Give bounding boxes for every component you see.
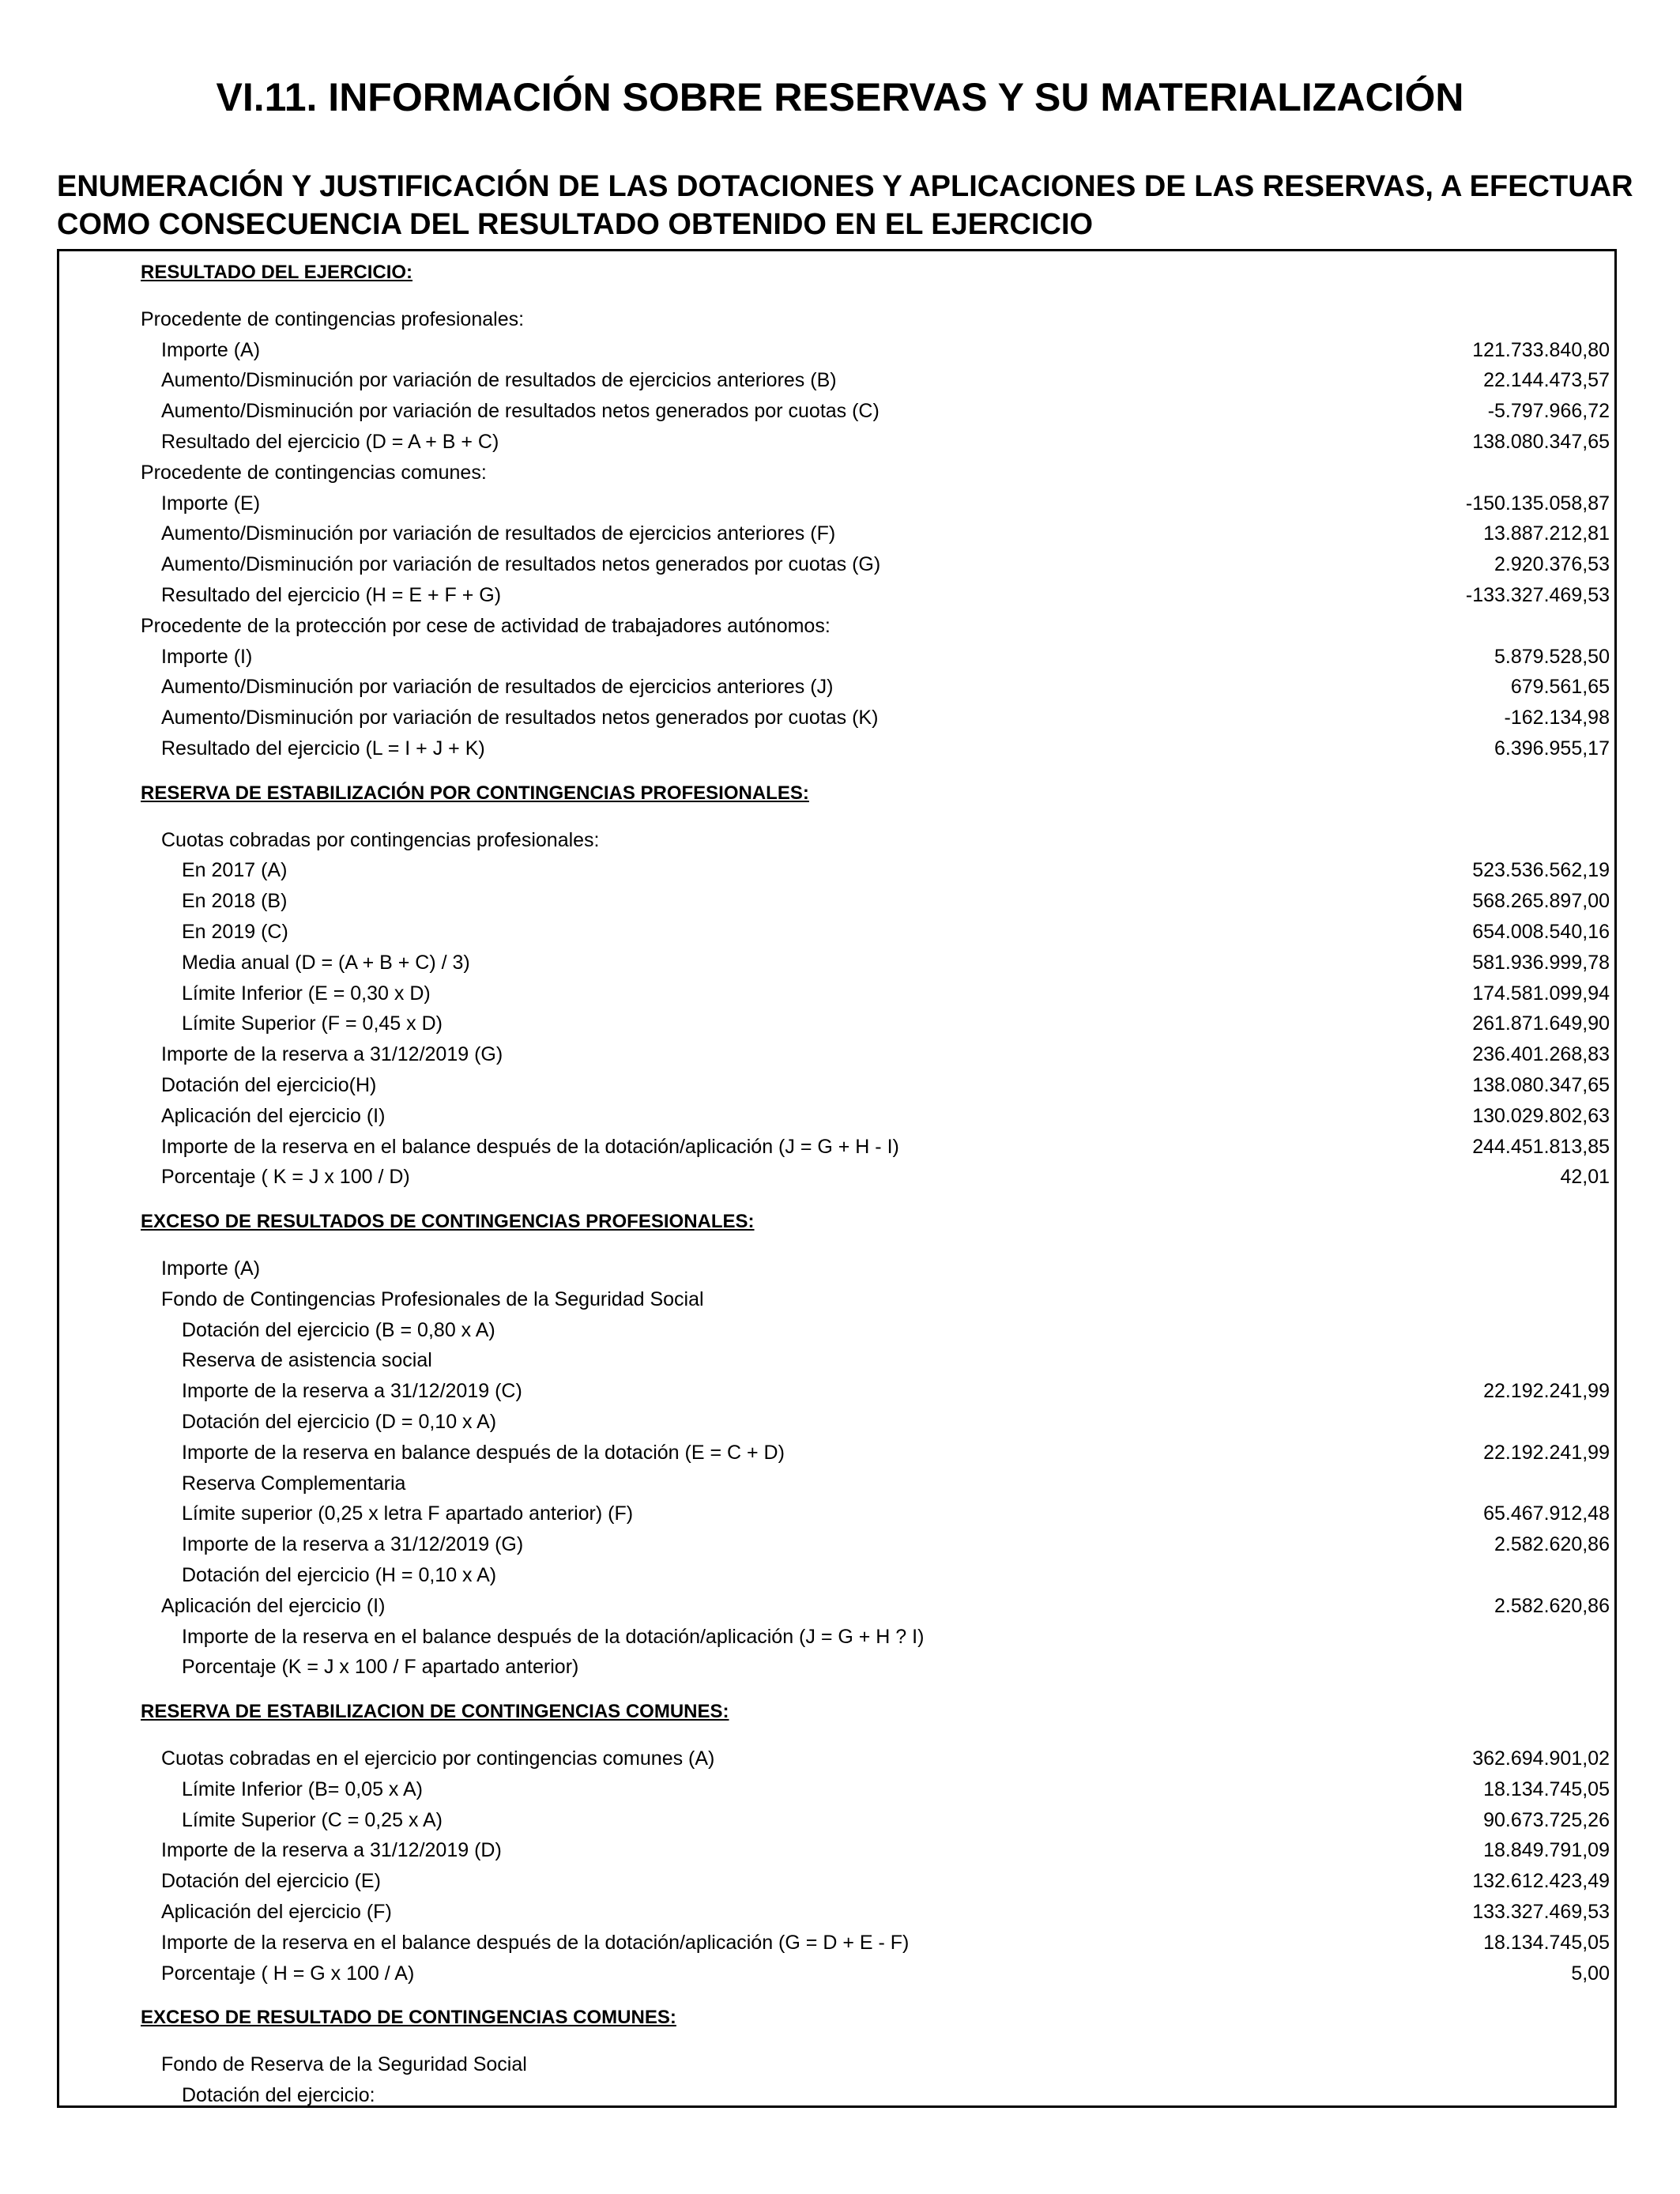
table-row xyxy=(59,855,1614,885)
row-label: Importe de la reserva en el balance después de la dotación/aplicación (J = G + H - I) xyxy=(161,1135,899,1158)
row-label: Aplicación del ejercicio (I) xyxy=(161,1594,386,1617)
row-label: Resultado del ejercicio (H = E + F + G) xyxy=(161,584,502,606)
row-label: Límite Inferior (B= 0,05 x A) xyxy=(182,1777,423,1800)
row-value: 5,00 xyxy=(1571,1962,1610,1985)
row-value: 22.192.241,99 xyxy=(1483,1380,1610,1403)
row-label: Importe (A) xyxy=(161,1257,261,1280)
row-value: 22.192.241,99 xyxy=(1483,1441,1610,1464)
table-row xyxy=(59,2080,1614,2110)
row-label: Importe de la reserva a 31/12/2019 (G) xyxy=(161,1043,503,1066)
table-row xyxy=(59,1039,1614,1069)
row-value: 174.581.099,94 xyxy=(1472,982,1610,1005)
row-value: 2.582.620,86 xyxy=(1494,1533,1610,1556)
table-row xyxy=(59,1652,1614,1682)
row-value: -133.327.469,53 xyxy=(1465,584,1610,606)
table-row xyxy=(59,733,1614,763)
row-value: 65.467.912,48 xyxy=(1483,1502,1610,1525)
table-row xyxy=(59,549,1614,579)
row-label: Importe (A) xyxy=(161,338,261,361)
row-value: 13.887.212,81 xyxy=(1483,522,1610,545)
row-label: Dotación del ejercicio (B = 0,80 x A) xyxy=(182,1318,495,1341)
row-value: 6.396.955,17 xyxy=(1494,737,1610,760)
row-label: Dotación del ejercicio (E) xyxy=(161,1870,381,1893)
row-label: Porcentaje ( H = G x 100 / A) xyxy=(161,1962,415,1985)
table-row xyxy=(59,1376,1614,1406)
table-row xyxy=(59,1008,1614,1039)
row-label: En 2019 (C) xyxy=(182,921,288,943)
row-value: 133.327.469,53 xyxy=(1472,1901,1610,1923)
table-row xyxy=(59,1560,1614,1590)
row-label: Porcentaje ( K = J x 100 / D) xyxy=(161,1166,410,1189)
table-row xyxy=(59,825,1614,855)
row-label: Importe de la reserva a 31/12/2019 (G) xyxy=(182,1533,524,1556)
row-label: Reserva de asistencia social xyxy=(182,1349,432,1372)
table-row xyxy=(59,1253,1614,1284)
row-value: 138.080.347,65 xyxy=(1472,1074,1610,1096)
row-label: RESERVA DE ESTABILIZACIÓN POR CONTINGENCIAS PROFESIONALES: xyxy=(141,782,809,804)
row-label: Importe de la reserva a 31/12/2019 (D) xyxy=(161,1839,502,1862)
row-label: Cuotas cobradas en el ejercicio por contingencias comunes (A) xyxy=(161,1747,715,1770)
section-heading xyxy=(59,1207,1614,1237)
row-label: Aumento/Disminución por variación de resultados de ejercicios anteriores (J) xyxy=(161,676,834,699)
row-label: Reserva Complementaria xyxy=(182,1472,406,1495)
table-row xyxy=(59,978,1614,1008)
table-row xyxy=(59,1162,1614,1192)
table-row xyxy=(59,580,1614,610)
table-row xyxy=(59,1407,1614,1437)
table-row xyxy=(59,917,1614,947)
row-value: 18.134.745,05 xyxy=(1483,1931,1610,1954)
table-row xyxy=(59,642,1614,672)
row-value: -162.134,98 xyxy=(1504,707,1610,729)
table-row xyxy=(59,335,1614,365)
row-value: 261.871.649,90 xyxy=(1472,1012,1610,1035)
table-row xyxy=(59,1529,1614,1559)
table-row xyxy=(59,427,1614,457)
row-value: 2.582.620,86 xyxy=(1494,1594,1610,1617)
table-row xyxy=(59,1345,1614,1375)
table-row xyxy=(59,488,1614,518)
table-row xyxy=(59,1498,1614,1529)
row-value: 362.694.901,02 xyxy=(1472,1747,1610,1770)
section-heading xyxy=(59,778,1614,809)
row-label: En 2017 (A) xyxy=(182,859,288,882)
table-row xyxy=(59,1101,1614,1131)
row-label: Procedente de contingencias comunes: xyxy=(141,461,487,484)
row-label: Importe de la reserva en el balance después de la dotación/aplicación (G = D + E - F) xyxy=(161,1931,910,1954)
row-label: Límite Superior (C = 0,25 x A) xyxy=(182,1808,443,1831)
table-row xyxy=(59,1866,1614,1896)
row-value: 138.080.347,65 xyxy=(1472,431,1610,453)
row-label: EXCESO DE RESULTADOS DE CONTINGENCIAS PROFESIONALES: xyxy=(141,1211,755,1233)
row-value: 18.849.791,09 xyxy=(1483,1839,1610,1862)
row-label: EXCESO DE RESULTADO DE CONTINGENCIAS COMUNES: xyxy=(141,2007,676,2029)
row-label: Media anual (D = (A + B + C) / 3) xyxy=(182,951,470,974)
row-value: -150.135.058,87 xyxy=(1465,492,1610,515)
row-label: Aumento/Disminución por variación de resultados netos generados por cuotas (G) xyxy=(161,553,881,576)
row-label: Procedente de la protección por cese de actividad de trabajadores autónomos: xyxy=(141,614,831,637)
table-row xyxy=(59,1591,1614,1621)
row-label: Importe de la reserva en el balance después de la dotación/aplicación (J = G + H ? I) xyxy=(182,1625,925,1648)
row-value: 18.134.745,05 xyxy=(1483,1777,1610,1800)
row-label: Importe (E) xyxy=(161,492,261,515)
row-value: 22.144.473,57 xyxy=(1483,369,1610,392)
table-row xyxy=(59,458,1614,488)
row-value: 581.936.999,78 xyxy=(1472,951,1610,974)
table-row xyxy=(59,1622,1614,1652)
row-value: 5.879.528,50 xyxy=(1494,645,1610,668)
table-row xyxy=(59,304,1614,334)
row-value: -5.797.966,72 xyxy=(1487,400,1610,423)
row-label: Importe de la reserva en balance después de la dotación (E = C + D) xyxy=(182,1441,785,1464)
table-row xyxy=(59,672,1614,702)
table-row xyxy=(59,886,1614,916)
row-label: Aumento/Disminución por variación de resultados de ejercicios anteriores (F) xyxy=(161,522,836,545)
row-value: 244.451.813,85 xyxy=(1472,1135,1610,1158)
table-row xyxy=(59,1315,1614,1345)
table-row xyxy=(59,365,1614,395)
row-label: Aumento/Disminución por variación de resultados de ejercicios anteriores (B) xyxy=(161,369,837,392)
page-title: VI.11. INFORMACIÓN SOBRE RESERVAS Y SU MATERIALIZACIÓN xyxy=(216,75,1464,119)
table-row xyxy=(59,518,1614,548)
section-heading xyxy=(59,1697,1614,1727)
table-row xyxy=(59,1438,1614,1468)
table-row xyxy=(59,611,1614,641)
table-row xyxy=(59,1928,1614,1958)
row-label: Resultado del ejercicio (L = I + J + K) xyxy=(161,737,485,760)
row-label: RESERVA DE ESTABILIZACION DE CONTINGENCIAS COMUNES: xyxy=(141,1701,729,1723)
row-label: Límite Superior (F = 0,45 x D) xyxy=(182,1012,443,1035)
row-label: Límite superior (0,25 x letra F apartado anterior) (F) xyxy=(182,1502,634,1525)
row-value: 42,01 xyxy=(1560,1166,1610,1189)
row-label: Aplicación del ejercicio (F) xyxy=(161,1901,392,1923)
table-row xyxy=(59,1835,1614,1865)
row-label: Aumento/Disminución por variación de resultados netos generados por cuotas (K) xyxy=(161,707,879,729)
table-row xyxy=(59,396,1614,426)
row-label: Dotación del ejercicio(H) xyxy=(161,1074,377,1096)
table-row xyxy=(59,1897,1614,1927)
reserves-table xyxy=(57,249,1617,2108)
section-subtitle: ENUMERACIÓN Y JUSTIFICACIÓN DE LAS DOTACIONES Y APLICACIONES DE LAS RESERVAS, A EFECTUAR COMO CONSECUENCIA DEL RESULTADO OBTENIDO EN EL EJERCICIO xyxy=(57,170,1633,241)
row-value: 568.265.897,00 xyxy=(1472,890,1610,913)
table-row xyxy=(59,1468,1614,1498)
row-value: 90.673.725,26 xyxy=(1483,1808,1610,1831)
table-row xyxy=(59,1774,1614,1804)
row-label: Dotación del ejercicio (D = 0,10 x A) xyxy=(182,1411,497,1433)
table-row xyxy=(59,1744,1614,1774)
table-row xyxy=(59,1958,1614,1989)
row-label: RESULTADO DEL EJERCICIO: xyxy=(141,262,413,283)
row-label: Procedente de contingencias profesionales: xyxy=(141,307,525,330)
row-label: Fondo de Reserva de la Seguridad Social xyxy=(161,2053,527,2076)
row-label: Importe (I) xyxy=(161,645,253,668)
section-heading xyxy=(59,2003,1614,2033)
row-label: Dotación del ejercicio (H = 0,10 x A) xyxy=(182,1564,497,1586)
table-row xyxy=(59,2049,1614,2079)
row-label: Resultado del ejercicio (D = A + B + C) xyxy=(161,431,499,453)
row-label: Importe de la reserva a 31/12/2019 (C) xyxy=(182,1380,522,1403)
table-row xyxy=(59,703,1614,733)
row-label: Límite Inferior (E = 0,30 x D) xyxy=(182,982,431,1005)
row-value: 236.401.268,83 xyxy=(1472,1043,1610,1066)
row-value: 654.008.540,16 xyxy=(1472,921,1610,943)
row-value: 679.561,65 xyxy=(1510,676,1610,699)
table-row xyxy=(59,1070,1614,1100)
row-label: En 2018 (B) xyxy=(182,890,288,913)
row-label: Dotación del ejercicio: xyxy=(182,2084,375,2106)
row-label: Porcentaje (K = J x 100 / F apartado anterior) xyxy=(182,1656,579,1679)
row-value: 523.536.562,19 xyxy=(1472,859,1610,882)
row-label: Fondo de Contingencias Profesionales de la Seguridad Social xyxy=(161,1287,704,1310)
row-value: 132.612.423,49 xyxy=(1472,1870,1610,1893)
table-row xyxy=(59,1132,1614,1162)
table-row xyxy=(59,948,1614,978)
section-heading xyxy=(59,258,1614,288)
row-label: Aplicación del ejercicio (I) xyxy=(161,1104,386,1127)
table-row xyxy=(59,1805,1614,1835)
row-value: 130.029.802,63 xyxy=(1472,1104,1610,1127)
row-value: 121.733.840,80 xyxy=(1472,338,1610,361)
row-label: Cuotas cobradas por contingencias profesionales: xyxy=(161,828,600,851)
row-value: 2.920.376,53 xyxy=(1494,553,1610,576)
table-row xyxy=(59,1284,1614,1314)
row-label: Aumento/Disminución por variación de resultados netos generados por cuotas (C) xyxy=(161,400,880,423)
